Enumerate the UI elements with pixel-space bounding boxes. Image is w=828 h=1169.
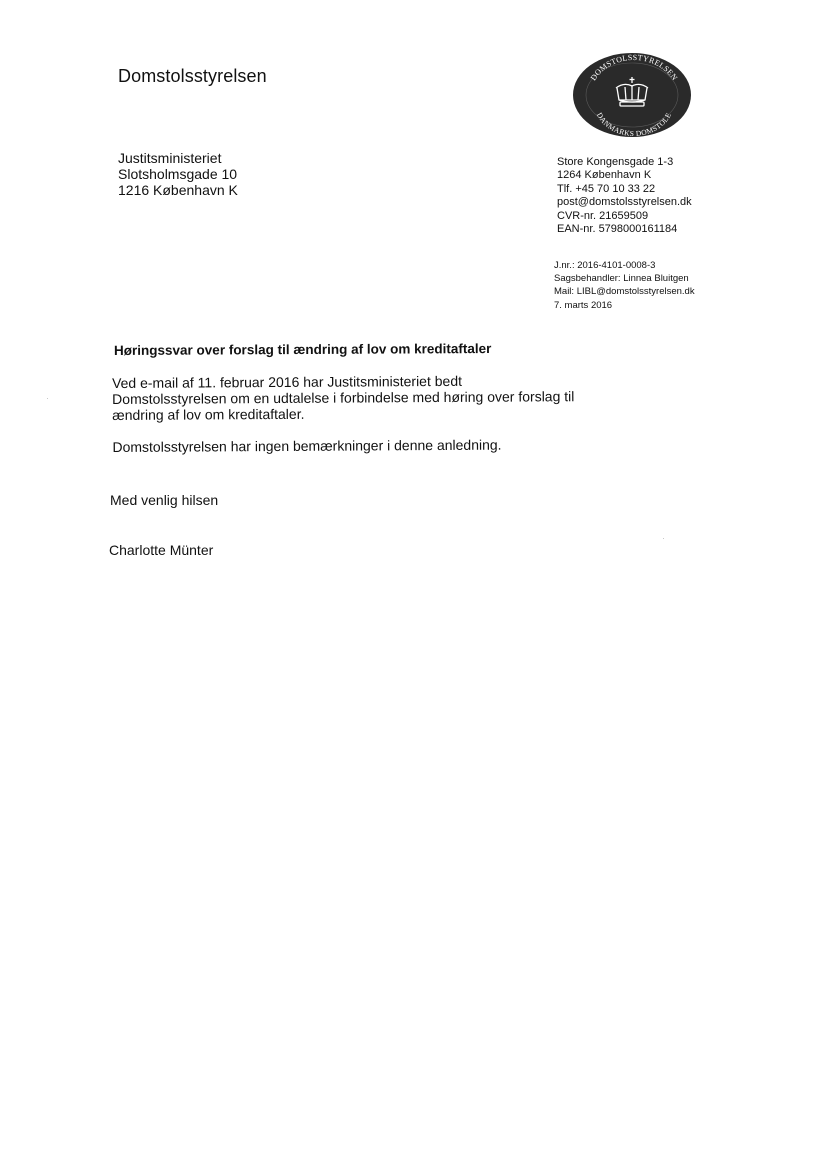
seal-bottom-text: DANMARKS DOMSTOLE [594,110,674,138]
letter-date: 7. marts 2016 [554,299,613,311]
letter-subject: Høringssvar over forslag til ændring af lov om kreditaftaler [113,341,492,358]
case-officer: Sagsbehandler: Linnea Bluitgen [554,273,689,285]
sender-phone: Tlf. +45 70 10 33 22 [557,182,656,195]
recipient-line: Slotsholmsgade 10 [118,166,238,182]
case-details-block [554,259,695,312]
sender-ean: EAN-nr. 5798000161184 [557,223,678,236]
paragraph-line: ændring af lov om kreditaftaler. [112,405,305,423]
paragraph-1 [112,372,575,423]
case-journal-number: J.nr.: 2016-4101-0008-3 [554,260,656,271]
seal-top-text: DOMSTOLSSTYRELSEN [588,52,680,83]
recipient-address [118,150,238,198]
signature-name: Charlotte Münter [109,542,214,558]
scan-speck [663,538,664,539]
paragraph-2: Domstolsstyrelsen har ingen bemærkninger i denne anledning. [112,436,502,455]
scan-speck [47,398,48,399]
recipient-line: 1216 København K [118,182,238,198]
recipient-line: Justitsministeriet [118,150,222,166]
danish-courts-seal [572,52,692,138]
letter-body [112,372,575,471]
organization-name: Domstolsstyrelsen [118,66,267,86]
sender-city: 1264 København K [557,169,652,182]
paragraph-line: Ved e-mail af 11. februar 2016 har Justitsministeriet bedt [112,372,463,391]
closing-salutation: Med venlig hilsen [110,492,219,508]
paragraph-line: Domstolsstyrelsen om en udtalelse i forbindelse med høring over forslag til [112,388,575,407]
sender-email: post@domstolsstyrelsen.dk [557,196,692,209]
sender-street: Store Kongensgade 1-3 [557,156,674,168]
case-officer-mail: Mail: LIBL@domstolsstyrelsen.dk [554,286,695,298]
sender-contact-block [557,156,692,236]
sender-cvr: CVR-nr. 21659509 [557,209,649,222]
